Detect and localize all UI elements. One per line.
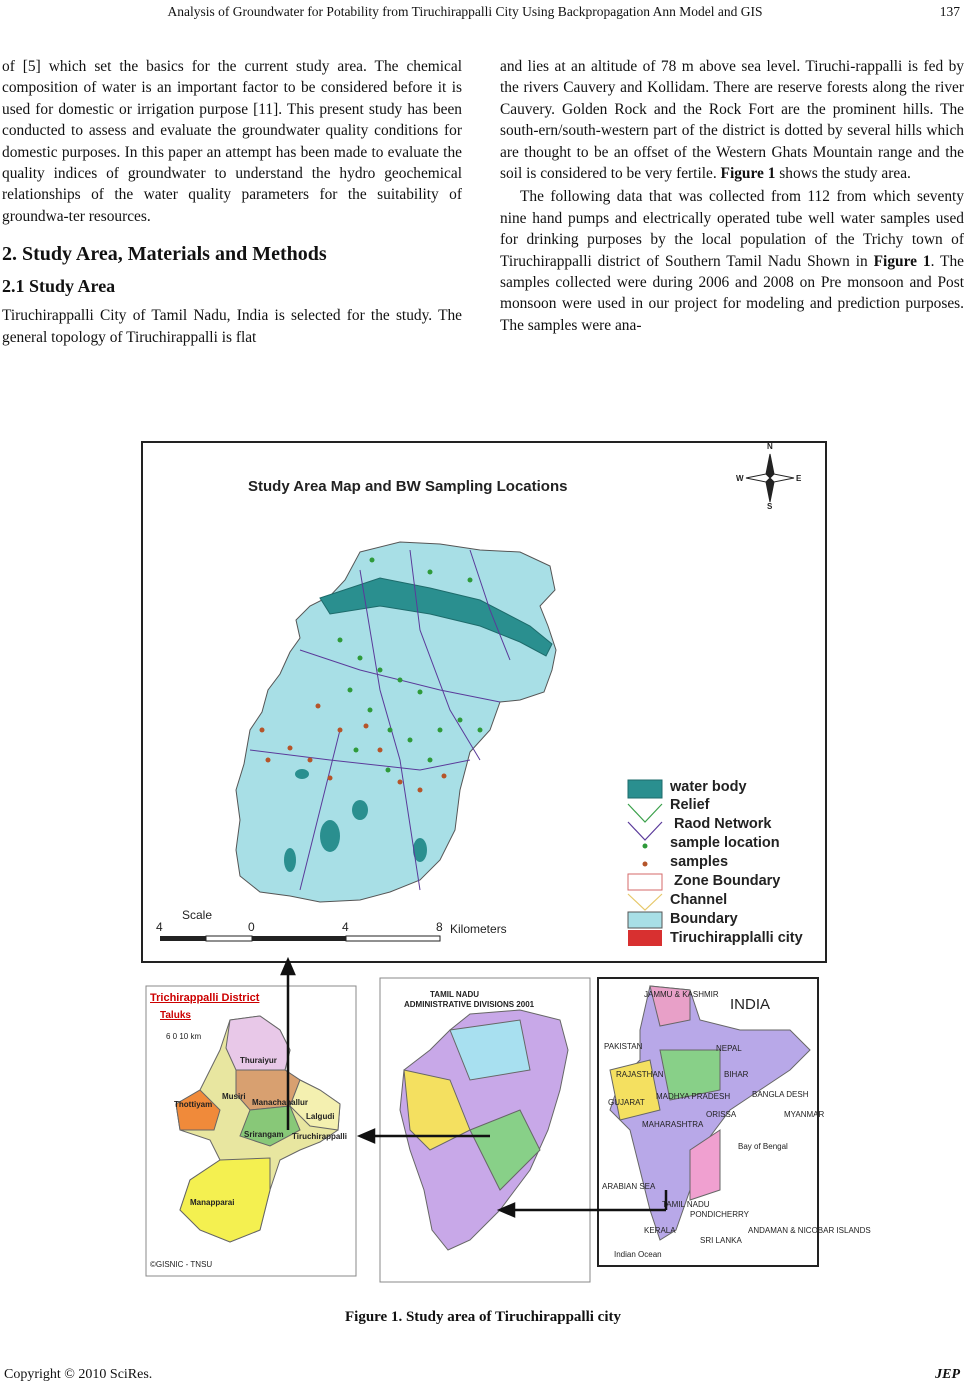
legend-label: Boundary — [670, 911, 738, 927]
water-body — [352, 800, 368, 820]
india-label: TAMIL NADU — [662, 1200, 710, 1209]
figure-graphics — [0, 430, 966, 1300]
taluk-label: Manachanallur — [252, 1098, 309, 1107]
district-title: Trichirappalli District — [150, 992, 260, 1004]
scale-tick: 0 — [248, 920, 255, 934]
india-label: MADHYA PRADESH — [656, 1092, 731, 1101]
taluk-label: Srirangam — [244, 1130, 284, 1139]
copyright: Copyright © 2010 SciRes. — [4, 1367, 153, 1382]
page-footer — [0, 1365, 966, 1385]
india-label: BIHAR — [724, 1070, 749, 1079]
india-label: PONDICHERRY — [690, 1210, 749, 1219]
taluk-scale: 6 0 10 km — [166, 1032, 202, 1041]
scale-tick: 8 — [436, 920, 443, 934]
district-credit: ©GISNIC - TNSU — [150, 1260, 213, 1269]
india-label: Bay of Bengal — [738, 1142, 788, 1151]
india-label: ANDAMAN & NICOBAR ISLANDS — [748, 1226, 871, 1235]
compass-w: W — [736, 474, 744, 483]
legend-label: Zone Boundary — [674, 873, 781, 889]
india-label: SRI LANKA — [700, 1236, 742, 1245]
tamilnadu-title: TAMIL NADU — [430, 990, 480, 999]
legend-label: Channel — [670, 892, 728, 908]
right-column — [500, 56, 964, 336]
scale-tick: 4 — [156, 920, 163, 934]
india-label: BANGLA DESH — [752, 1090, 809, 1099]
tamilnadu-subtitle: ADMINISTRATIVE DIVISIONS 2001 — [404, 1000, 535, 1009]
taluk-label: Tiruchirappalli — [292, 1132, 347, 1141]
legend-label: water body — [670, 779, 747, 795]
india-label: Indian Ocean — [614, 1250, 662, 1259]
page-number: 137 — [939, 4, 960, 19]
taluk-label: Lalgudi — [306, 1112, 335, 1121]
india-title: INDIA — [730, 996, 771, 1013]
water-body — [320, 820, 340, 852]
study-area-paragraph: Tiruchirappalli City of Tamil Nadu, India is selected for the study. The general topology of Tiruchirappalli is flat — [2, 307, 462, 346]
legend-label: Relief — [670, 797, 710, 813]
water-body — [284, 848, 296, 872]
india-label: RAJASTHAN — [616, 1070, 664, 1079]
water-body — [295, 769, 309, 779]
india-label: MAHARASHTRA — [642, 1120, 704, 1129]
topology-paragraph: and lies at an altitude of 78 m above sea level. Tiruchi-rappalli is fed by the rivers Cauvery and Kollidam. There are reserve forests along the river Cauvery. Golden Rock and the Rock Fort are the prominent hills. The south-ern/south-western part of the district is dotted by several hills which are thought to be an offset of the Western Ghats Mountain range and the soil is considered to be very fertile. Figure 1 shows the study area. — [500, 58, 964, 183]
india-label: JAMMU & KASHMIR — [644, 990, 719, 999]
india-label: ORISSA — [706, 1110, 737, 1119]
legend-label: Raod Network — [674, 816, 772, 832]
taluk-label: Musiri — [222, 1092, 246, 1101]
legend-label: Tiruchirapplalli city — [670, 930, 803, 946]
compass-s: S — [767, 502, 773, 511]
running-header — [0, 2, 966, 22]
data-paragraph: The following data that was collected from 112 from which seventy nine hand pumps and electrically operated tube well water samples used for drinking purposes by the local population of the Trichy town of Tiruchirappalli district of Southern Tamil Nadu Shown in Figure 1. The samples collected were during 2006 and 2008 on Pre monsoon and Post monsoon were used in our project for modeling and prediction purposes. The samples were ana- — [500, 188, 964, 334]
legend-label: samples — [670, 854, 729, 870]
india-label: KERALA — [644, 1226, 676, 1235]
scale-label: Scale — [182, 908, 213, 922]
scale-bar — [160, 936, 440, 941]
left-column — [2, 56, 462, 348]
scale-unit: Kilometers — [450, 922, 507, 936]
map-title: Study Area Map and BW Sampling Locations — [248, 478, 568, 495]
taluk-label: Thottiyam — [174, 1100, 213, 1109]
figure-ref[interactable]: Figure 1 — [873, 252, 931, 270]
legend-label: sample location — [670, 835, 780, 851]
figure-ref[interactable]: Figure 1 — [720, 165, 776, 183]
compass-e: E — [796, 474, 802, 483]
india-label: MYANMAR — [784, 1110, 825, 1119]
india-label: ARABIAN SEA — [602, 1182, 656, 1191]
taluk-label: Manapparai — [190, 1198, 235, 1207]
taluks-label: Taluks — [160, 1010, 191, 1021]
section-heading: 2. Study Area, Materials and Methods — [2, 243, 327, 266]
running-title: Analysis of Groundwater for Potability from Tiruchirappalli City Using Backpropagation Ann Model and GIS — [167, 4, 763, 19]
taluk-label: Thuraiyur — [240, 1056, 277, 1065]
figure-1 — [0, 430, 966, 1300]
compass-n: N — [767, 442, 773, 451]
india-label: GUJARAT — [608, 1098, 645, 1107]
scale-tick: 4 — [342, 920, 349, 934]
figure-caption: Figure 1. Study area of Tiruchirappalli city — [345, 1309, 621, 1325]
india-label: PAKISTAN — [604, 1042, 643, 1051]
journal-abbrev: JEP — [935, 1367, 960, 1382]
subsection-heading: 2.1 Study Area — [2, 276, 116, 297]
intro-paragraph: of [5] which set the basics for the current study area. The chemical composition of water is an important factor to be considered before it is used for domestic or irrigation purpose [11]. This present study has been conducted to assess and evaluate the groundwater quality conditions for domestic purposes. In this paper an attempt has been made to evaluate the quality indices of groundwater to understand the hydro geochemical relationships of the water quality parameters for the suitability of groundwa-ter resources. — [2, 58, 462, 225]
india-label: NEPAL — [716, 1044, 742, 1053]
